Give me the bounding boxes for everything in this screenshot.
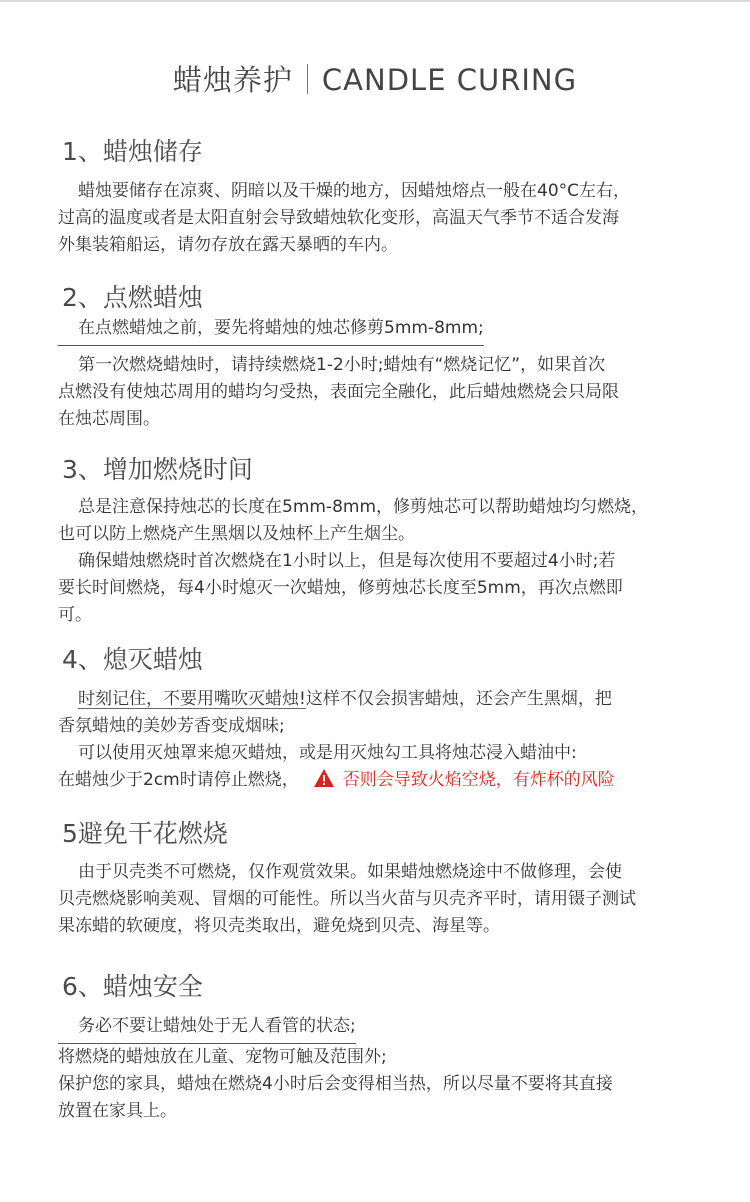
- warning-triangle-icon: [313, 768, 335, 788]
- section-3-heading: 3、增加燃烧时间: [62, 455, 253, 484]
- section-6-line: 放置在家具上。: [58, 1101, 177, 1121]
- section-6-line-1: 务必不要让蜡烛处于无人看管的状态;: [58, 1013, 356, 1044]
- section-3-line: 总是注意保持烛芯的长度在5mm-8mm，修剪烛芯可以帮助蜡烛均匀燃烧，: [78, 497, 649, 517]
- section-3-body: [58, 494, 718, 629]
- section-2-note-block: [58, 315, 718, 346]
- title-en: CANDLE CURING: [321, 63, 578, 97]
- section-6-body: [58, 1013, 718, 1125]
- top-divider: [0, 0, 750, 2]
- section-2-line: 在烛芯周围。: [58, 409, 160, 429]
- section-3-line: 确保蜡烛燃烧时首次燃烧在1小时以上，但是每次使用不要超过4小时;若: [78, 551, 616, 571]
- section-4-warning-text: 否则会导致火焰空烧，有炸杯的风险: [342, 770, 615, 790]
- section-1-line: 外集装箱船运，请勿存放在露天暴晒的车内。: [58, 235, 398, 255]
- section-2-note: 在点燃蜡烛之前，要先将蜡烛的烛芯修剪5mm-8mm;: [58, 315, 484, 346]
- title-cn: 蜡烛养护: [172, 63, 293, 97]
- section-3-line: 可。: [58, 605, 92, 625]
- section-2-line: 点燃没有使烛芯周用的蜡均匀受热，表面完全融化，此后蜡烛燃烧会只局限: [58, 382, 619, 402]
- section-4-underlined-warning: 时刻记住，不要用嘴吹灭蜡烛!: [78, 689, 306, 709]
- section-5-body: [58, 859, 718, 940]
- section-4-line-4-text: 在蜡烛少于2cm时请停止燃烧，: [58, 770, 299, 790]
- section-4-line-2: 香氛蜡烛的美妙芳香变成烟味;: [58, 716, 285, 736]
- page-title: [0, 58, 750, 99]
- section-6-line: 保护您的家具，蜡烛在燃烧4小时后会变得相当热，所以尽量不要将其直接: [58, 1074, 613, 1094]
- section-6-heading: 6、蜡烛安全: [62, 972, 203, 1001]
- section-4-line-1-rest: 这样不仅会损害蜡烛，还会产生黑烟，把: [305, 689, 612, 709]
- section-4-line-1: [58, 686, 718, 713]
- section-6-line: 将燃烧的蜡烛放在儿童、宠物可触及范围外;: [58, 1047, 387, 1067]
- section-2-line: 第一次燃烧蜡烛时，请持续燃烧1-2小时;蜡烛有“燃烧记忆”，如果首次: [78, 355, 606, 375]
- title-separator: [307, 64, 308, 94]
- section-4-heading: 4、熄灭蜡烛: [62, 645, 203, 674]
- section-2-body: [58, 352, 718, 433]
- section-5-line: 果冻蜡的软硬度，将贝壳类取出，避免烧到贝壳、海星等。: [58, 916, 500, 936]
- section-4-line-4: [58, 767, 718, 794]
- section-2-heading: 2、点燃蜡烛: [62, 283, 203, 312]
- section-3-line: 也可以防上燃烧产生黑烟以及烛杯上产生烟尘。: [58, 524, 415, 544]
- section-4-line-3: 可以使用灭烛罩来熄灭蜡烛，或是用灭烛勾工具将烛芯浸入蜡油中:: [78, 743, 577, 763]
- section-1-body: [58, 178, 718, 259]
- section-3-line: 要长时间燃烧，每4小时熄灭一次蜡烛，修剪烛芯长度至5mm，再次点燃即: [58, 578, 623, 598]
- section-1-line: 蜡烛要储存在凉爽、阴暗以及干燥的地方，因蜡烛熔点一般在40°C左右，: [78, 181, 631, 201]
- section-4-body: [58, 686, 718, 794]
- section-1-line: 过高的温度或者是太阳直射会导致蜡烛软化变形，高温天气季节不适合发海: [58, 208, 619, 228]
- section-1-heading: 1、蜡烛储存: [62, 137, 203, 166]
- section-5-line: 由于贝壳类不可燃烧，仅作观赏效果。如果蜡烛燃烧途中不做修理，会使: [78, 862, 622, 882]
- section-5-line: 贝壳燃烧影响美观、冒烟的可能性。所以当火苗与贝壳齐平时，请用镊子测试: [58, 889, 636, 909]
- section-5-heading: 5避免干花燃烧: [62, 819, 228, 848]
